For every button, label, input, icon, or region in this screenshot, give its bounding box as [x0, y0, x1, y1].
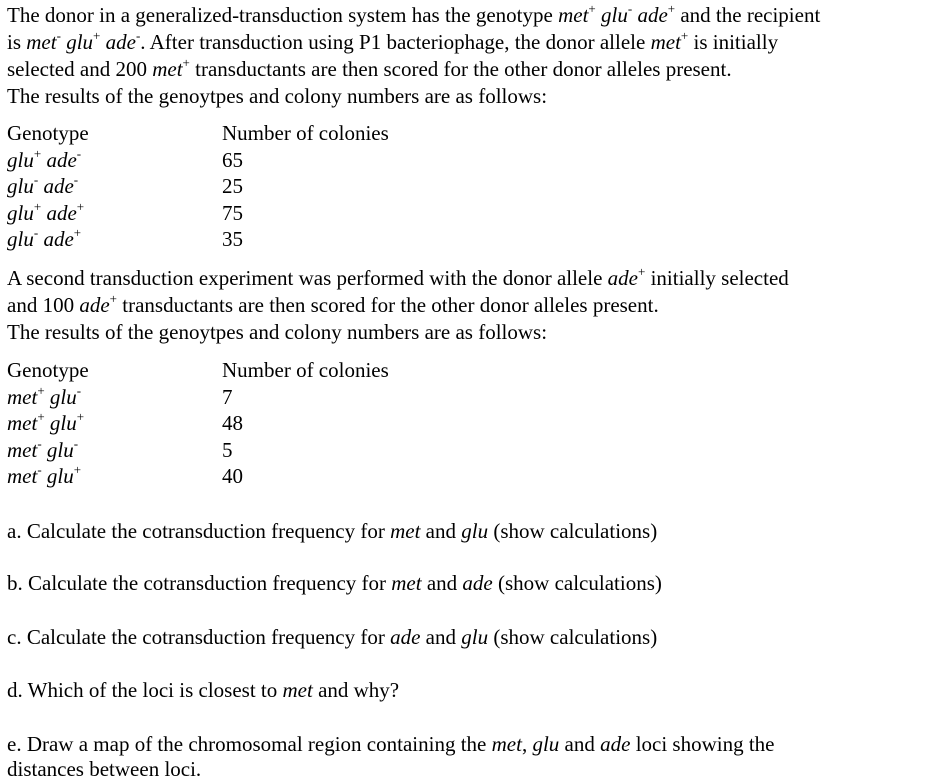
- question-b: b. Calculate the cotransduction frequency for met and ade (show calculations): [7, 571, 662, 595]
- count-cell: 48: [222, 411, 243, 435]
- column-header-colonies: Number of colonies: [222, 121, 389, 145]
- genotype-cell: glu- ade-: [7, 172, 79, 198]
- question-c: c. Calculate the cotransduction frequency for ade and glu (show calculations): [7, 625, 658, 649]
- genotype-cell: met- glu+: [7, 462, 82, 488]
- second-line-3: The results of the genoytpes and colony numbers are as follows:: [7, 320, 548, 344]
- question-e: e. Draw a map of the chromosomal region containing the met, glu and ade loci showing the: [7, 732, 775, 756]
- question-e-line-2: distances between loci.: [7, 757, 202, 781]
- genotype-cell: glu+ ade+: [7, 198, 85, 225]
- intro-line-4: The results of the genoytpes and colony numbers are as follows:: [7, 84, 548, 108]
- question-d: d. Which of the loci is closest to met and why?: [7, 678, 400, 702]
- count-cell: 65: [222, 147, 243, 172]
- genotype-cell: glu+ ade-: [7, 145, 82, 172]
- intro-line-3: selected and 200 met+ transductants are then scored for the other donor alleles present.: [7, 55, 732, 81]
- genotype-cell: met- glu-: [7, 435, 79, 462]
- count-cell: 40: [222, 464, 243, 488]
- intro-line-1: The donor in a generalized-transduction system has the genotype met+ glu- ade+ and the recipient: [7, 1, 821, 27]
- question-a: a. Calculate the cotransduction frequency for met and glu (show calculations): [7, 519, 658, 543]
- second-line-1: A second transduction experiment was performed with the donor allele ade+ initially selected: [7, 264, 789, 290]
- genotype-cell: met+ glu+: [7, 409, 85, 435]
- count-cell: 35: [222, 227, 243, 251]
- genotype-cell: glu- ade+: [7, 225, 82, 251]
- count-cell: 7: [222, 384, 233, 409]
- intro-line-2: is met- glu+ ade-. After transduction using P1 bacteriophage, the donor allele met+ is initially: [7, 28, 779, 54]
- column-header-genotype: Genotype: [7, 121, 89, 145]
- column-header-colonies: Number of colonies: [222, 358, 389, 382]
- count-cell: 25: [222, 174, 243, 198]
- column-header-genotype: Genotype: [7, 358, 89, 382]
- genotype-cell: met+ glu-: [7, 382, 82, 409]
- count-cell: 5: [222, 437, 233, 462]
- second-line-2: and 100 ade+ transductants are then scored for the other donor alleles present.: [7, 291, 659, 317]
- count-cell: 75: [222, 200, 243, 225]
